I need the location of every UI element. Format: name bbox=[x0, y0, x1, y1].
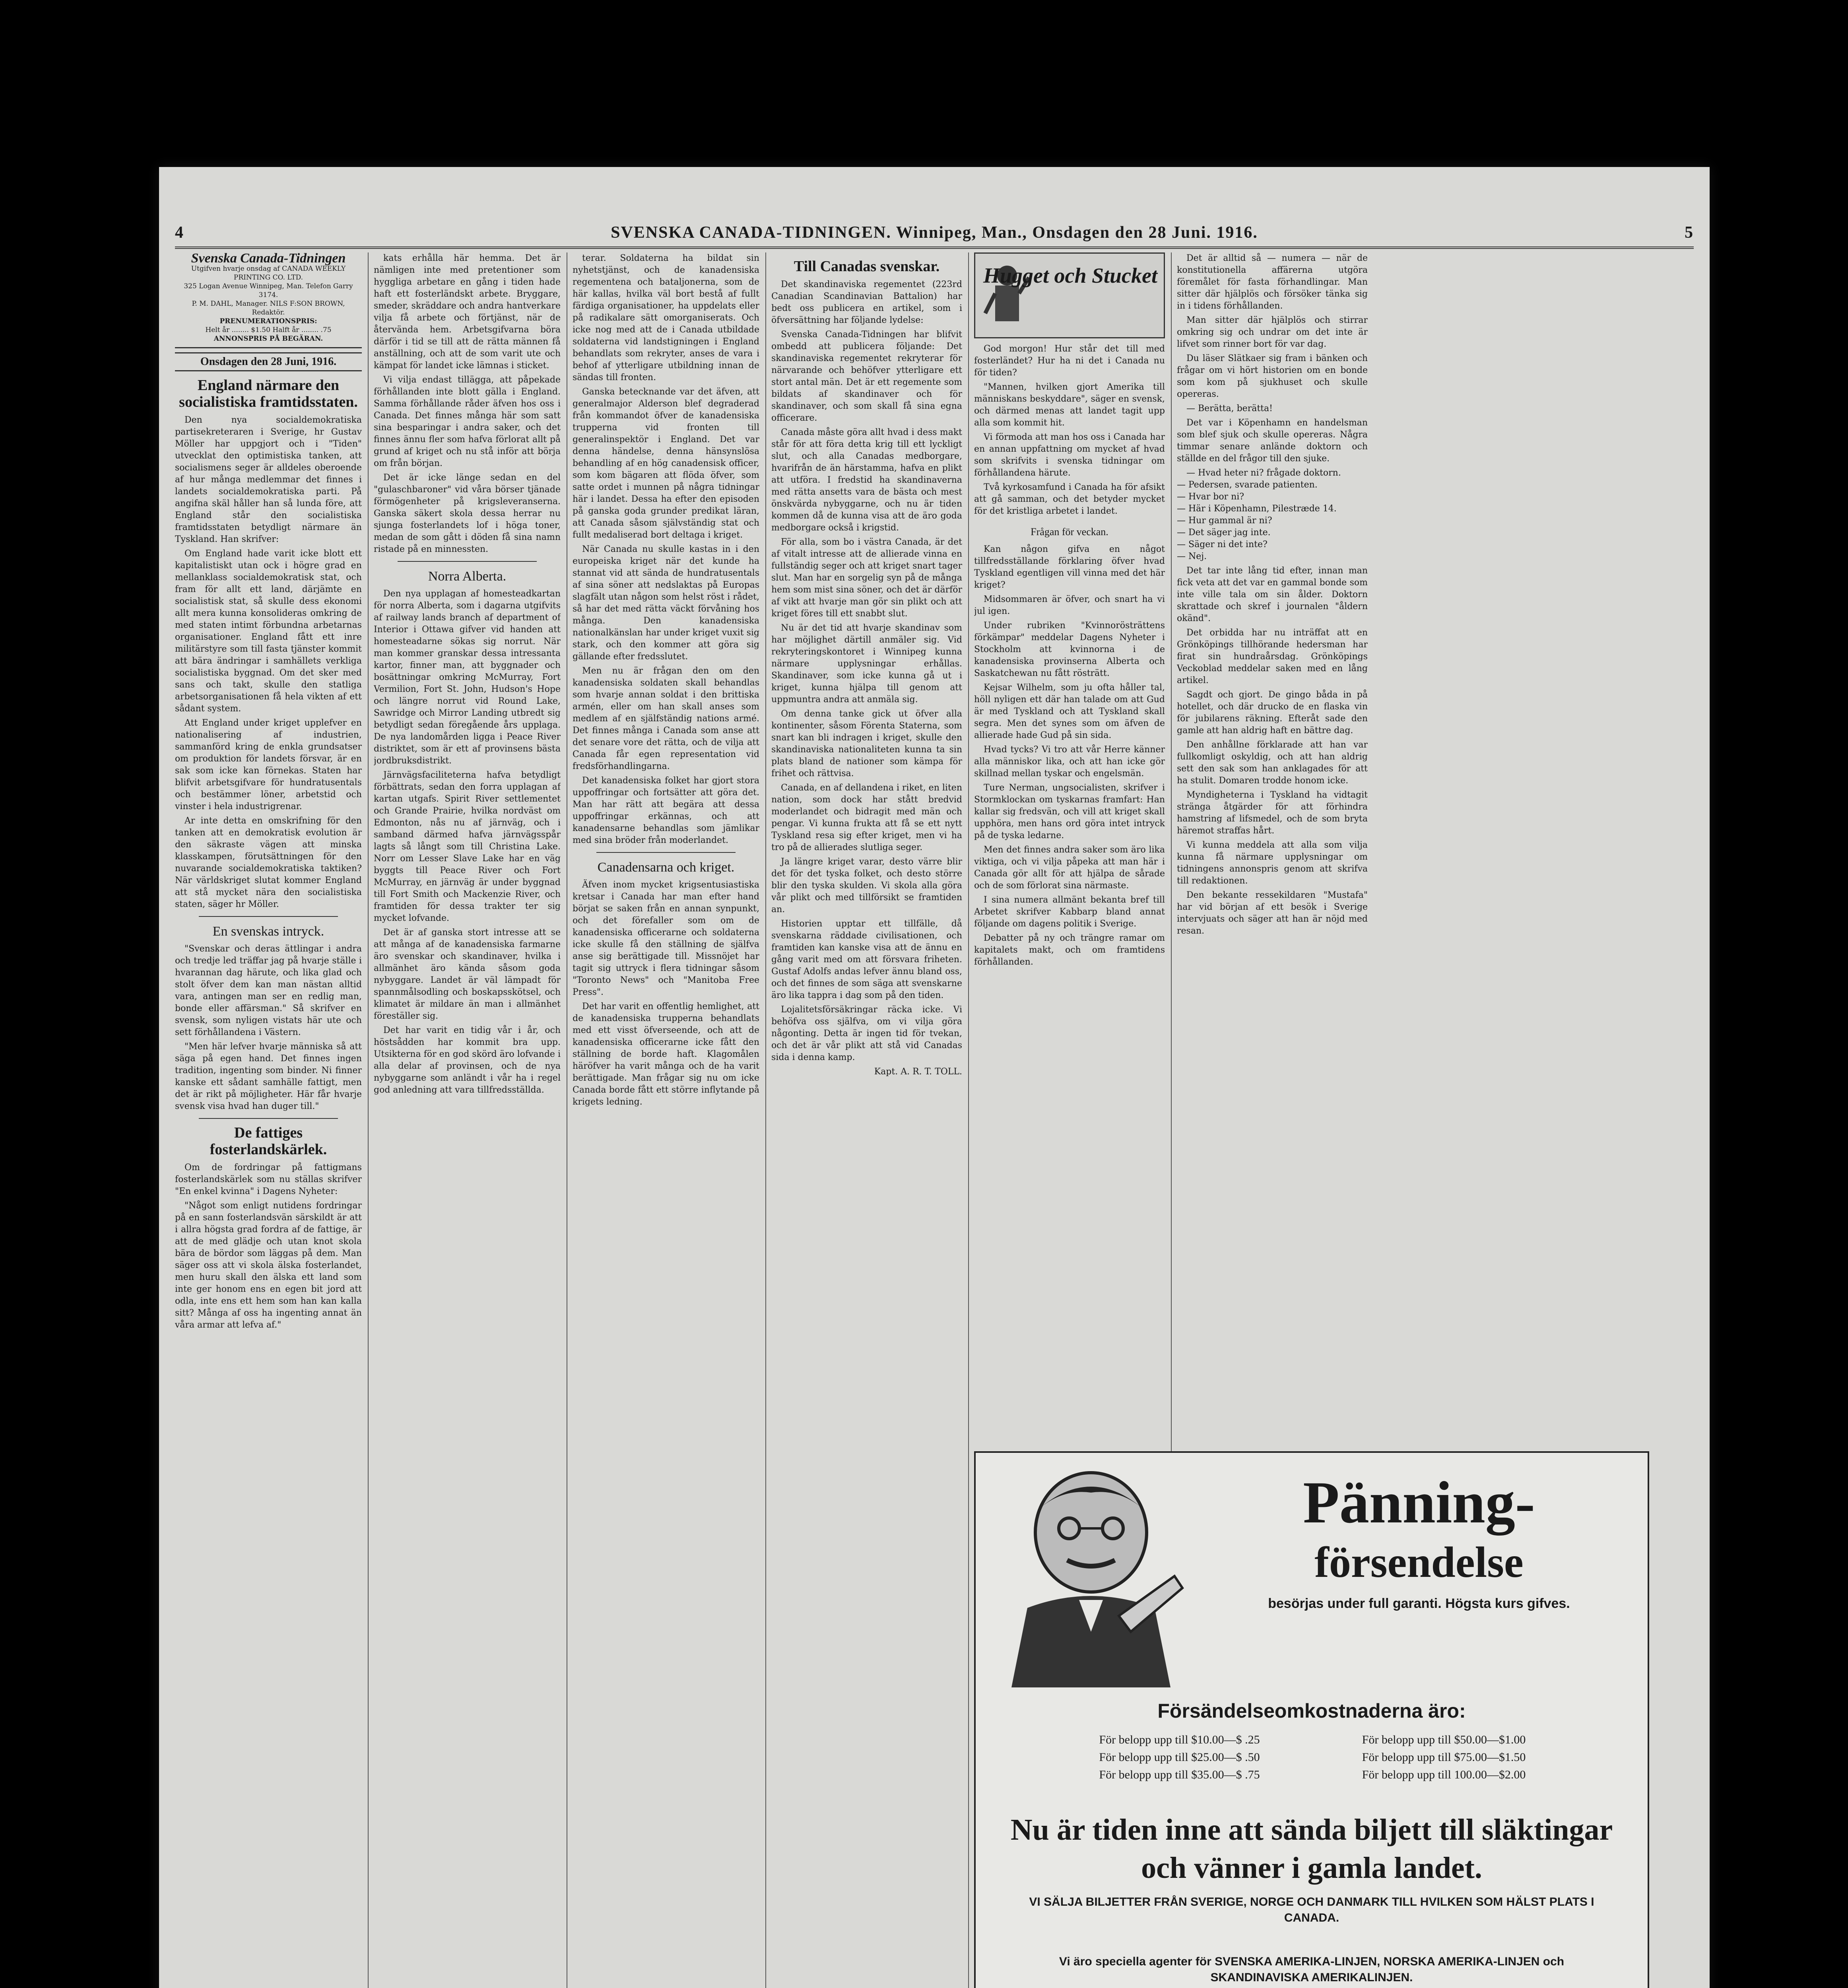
article-paragraph: Myndigheterna i Tyskland ha vidtagit stränga åtgärder för att förhindra hamstring af lifsmedel, och de som bryta häremot straffas hårt. bbox=[1177, 790, 1368, 836]
article-paragraph: I sina numera allmänt bekanta bref till Arbetet skrifver Kabbarp bland annat följande om dagens politik i Sverige. bbox=[974, 895, 1165, 929]
article-paragraph: Den anhållne förklarade att han var fullkomligt oskyldig, och att han aldrig sett den sak som han anklagades för att ha stulit. Domaren trodde honom icke. bbox=[1177, 740, 1368, 786]
column-2 bbox=[374, 252, 561, 1988]
article-paragraph: Två kyrkosamfund i Canada ha för afsikt att gå samman, och det betyder mycket för det kristliga arbetet i landet. bbox=[974, 482, 1165, 516]
ad-rate: För belopp upp till $25.00—$ .50 bbox=[1099, 1751, 1260, 1764]
article-paragraph: Nu är det tid att hvarje skandinav som har möjlighet därtill anmäler sig. Vid rekryteringskontoret i Winnipeg kunna närmare upplysningar erhållas. Skandinaver, som icke kunna gå ut i kriget, kunna hjälpa till genom att uppmuntra andra att anmäla sig. bbox=[771, 623, 962, 705]
article-paragraph: Ganska betecknande var det äfven, att generalmajor Alderson blef degraderad från kommandot öfver de kanadensiska trupperna vid fronten till generalinspektör i England. Det var denna händelse, denna hänsynslösa behandling af en hög canadensisk officer, som kom bägaren att flöda öfver, som satte ordet i munnen på några tidningar här i landet. Dessa ha efter den episoden på ganska goda grunder predikat läran, att Canada såsom självständig stat och fullt medaliserad bort deltaga i kriget. bbox=[573, 387, 759, 540]
ad-rate: För belopp upp till $35.00—$ .75 bbox=[1099, 1768, 1260, 1781]
article-paragraph: Det har varit en tidig vår i år, och höstsådden har kommit bra upp. Utsikterna för en god skörd äro lofvande i alla delar af provinsen, och de nya nybyggarne som anländt i vår ha i regel god anledning att vara tillfredsställda. bbox=[374, 1025, 561, 1095]
column-4 bbox=[771, 252, 962, 1988]
article-headline: Frågan för veckan. bbox=[1031, 526, 1108, 538]
masthead-editors: P. M. DAHL, Manager. NILS F:SON BROWN, Redaktör. bbox=[192, 300, 345, 316]
column-3 bbox=[573, 252, 759, 1988]
article-paragraph: Man sitter där hjälplös och stirrar omkring sig och undrar om det inte är lifvet som rinner bort för var dag. bbox=[1177, 315, 1368, 349]
article-headline: Till Canadas svenskar. bbox=[794, 258, 940, 275]
article-paragraph: Ture Nerman, ungsocialisten, skrifver i Stormklockan om tyskarnas framfart: Han kallar sig fredsvän, och vill att kriget skall upphöra, men hans ord göra intet intryck på de tyska ledarne. bbox=[974, 783, 1165, 841]
article-paragraph: Men nu är frågan den om den kanadensiska soldaten skall behandlas som hvarje annan soldat i den brittiska armén, eller om han skall anses som medlem af en själfständig nations armé. Det finnes många i Canada som anse att det senare vore det rätta, och de vilja att Canada får egen representation vid fredsförhandlingarna. bbox=[573, 666, 759, 771]
masthead-publisher: Utgifven hvarje onsdag af CANADA WEEKLY PRINTING CO. LTD. bbox=[191, 265, 346, 282]
newspaper-page bbox=[159, 167, 1710, 1988]
running-header bbox=[175, 219, 1694, 249]
article-headline: Canadensarna och kriget. bbox=[597, 860, 735, 875]
article-paragraph: Det tar inte lång tid efter, innan man fick veta att det var en gammal bonde som inte ville tala om sin ålder. Doktorn skrattade och skref i journalen "åldern okänd". bbox=[1177, 566, 1368, 623]
article-paragraph: Du läser Slätkaer sig fram i bänken och frågar om vi hört historien om en bonde som kom på sjukhuset och skulle opereras. bbox=[1177, 353, 1368, 399]
divider bbox=[199, 1118, 338, 1119]
column-logo-title: Hugget och Stucket bbox=[983, 264, 1157, 287]
article-paragraph: Under rubriken "Kvinnorösträttens förkämpar" meddelar Dagens Nyheter i Stockholm att kvinnorna i de kanadensiska provinserna Alberta och Saskatchewan nu fått rösträtt. bbox=[974, 621, 1165, 678]
article-paragraph: Att England under kriget upplefver en nationalisering af industrien, sammanförd kring de enkla grundsatser om produktion för landets försvar, är en sak som icke kan förnekas. Staten har blifvit arbetsgifvare för hundratusentals och bestämmer löner, arbetstid och vinster i hela industrigrenar. bbox=[175, 718, 362, 812]
man-portrait-icon bbox=[988, 1465, 1194, 1687]
article-paragraph: Järnvägsfaciliteterna hafva betydligt förbättrats, sedan den forra upplagan af kartan utgafs. Spirit River settlementet och Grande Prairie, hvilka nordväst om Edmonton, nås nu af järnväg, och i samband därmed hafva järnvägsspår lagts så långt som till Christina Lake. Norr om Lesser Slave Lake har en väg byggts till Peace River och Fort McMurray, en järnväg är under byggnad till Fort Smith och Mackenzie River, och framtiden för dessa trakter ter sig mycket lofvande. bbox=[374, 770, 561, 923]
column-rule bbox=[1171, 252, 1172, 1453]
ad-tickets-text: VI SÄLJA BILJETTER FRÅN SVERIGE, NORGE OCH DANMARK TILL HVILKEN SOM HÄLST PLATS I CANADA. bbox=[1029, 1895, 1594, 1924]
article-paragraph: terar. Soldaterna ha bildat sin nyhetstjänst, och de kanadensiska regementena och bataljonerna, som de här kallas, hvilka väl bort bestå af fullt färdiga organisationer, ha uppdelats eller på radikalare sätt omorganiserats. Och icke nog med att de i Canada utbildade soldaterna vid landstigningen i England behandlats som rekryter, anses de vara i behof af ytterligare utbildning innan de sändas till fronten. bbox=[573, 253, 759, 382]
ad-rate: För belopp upp till $50.00—$1.00 bbox=[1362, 1733, 1526, 1746]
masthead-address: 325 Logan Avenue Winnipeg, Man. Telefon Garry 3174. bbox=[184, 282, 353, 299]
article-paragraph: Men det finnes andra saker som äro lika viktiga, och vi vilja påpeka att man här i Canada gör allt för att hjälpa de sårade och de som förlorat sina närmaste. bbox=[974, 845, 1165, 891]
article-paragraph: Canada måste göra allt hvad i dess makt står för att föra detta krig till ett lyckligt slut, och alla Canadas medborgare, hvarifrån de än härstamma, hafva en plikt att utföra. I fredstid ha skandinaverna med rätta ansetts vara de bästa och mest önskvärda nybyggarne, och nu är tiden kommen då de kunna visa att de äro goda medborgare också i krigstid. bbox=[771, 427, 962, 533]
ads-heading: ANNONSPRIS PÅ BEGÄRAN. bbox=[214, 335, 323, 343]
article-paragraph: Den nya socialdemokratiska partisekreteraren i Sverige, hr Gustav Möller har uppgjort och i "Tiden" utvecklat den optimistiska tanken, att socialismens seger är alldeles oberoende af hur många medlemmar det finnes i landets socialdemokratiska parti. På angifna skäl håller han så lunda före, att England står den socialistiska framtidsstaten betydligt närmare än Tyskland. Han skrifver: bbox=[175, 415, 362, 544]
article-paragraph: Den bekante ressekildaren "Mustafa" har vid början af ett besök i Sverige intervjuats och säger att han är nöjd med resan. bbox=[1177, 890, 1368, 936]
article-paragraph: Det orbidda har nu inträffat att en Grönköpings tillhörande hedersman har firat sin hundraårsdag. Grönköpings Veckoblad meddelar saken med en lång artikel. bbox=[1177, 628, 1368, 685]
article-paragraph: Ar inte detta en omskrifning för den tanken att en demokratisk evolution är den säkraste vägen att minska klasskampen, förutsättningen för den nuvarande socialdemokratiska taktiken? När världskriget slutat kommer England att stå mycket nära den socialistiska staten, säger hr Möller. bbox=[175, 816, 362, 909]
column-5 bbox=[974, 252, 1165, 1453]
masthead bbox=[175, 252, 362, 348]
ad-rate: För belopp upp till $10.00—$ .25 bbox=[1099, 1733, 1260, 1746]
article-paragraph: Om de fordringar på fattigmans fosterlandskärlek som nu ställas skrifver "En enkel kvinna" i Dagens Nyheter: bbox=[175, 1163, 362, 1196]
article-paragraph: God morgon! Hur står det till med fosterländet? Hur ha ni det i Canada nu för tiden? bbox=[974, 344, 1165, 378]
page-number-right: 5 bbox=[1685, 223, 1694, 242]
ad-cost-heading: Försändelseomkostnaderna äro: bbox=[1157, 1700, 1466, 1722]
column-rule bbox=[368, 252, 369, 1988]
column-6 bbox=[1177, 252, 1368, 1453]
article-paragraph: — Hvad heter ni? frågade doktorn. — Pedersen, svarade patienten. — Hvar bor ni? — Här i Köpenhamn, Pilestræde 14. — Hur gammal är ni? — Det säger jag inte. — Säger ni det inte? — Nej. bbox=[1177, 468, 1341, 561]
article-paragraph: Lojalitetsförsäkringar räcka icke. Vi behöfva oss själfva, om vi vilja göra någonting. Detta är ingen tid för tvekan, och det är vår plikt att stå vid Canadas sida i denna kamp. bbox=[771, 1005, 962, 1062]
running-title: SVENSKA CANADA-TIDNINGEN. Winnipeg, Man., Onsdagen den 28 Juni. 1916. bbox=[611, 223, 1258, 242]
article-paragraph: "Mannen, hvilken gjort Amerika till människans beskyddare", säger en svensk, och därmed menas att landet tagit upp alla som kommit hit. bbox=[974, 382, 1165, 428]
article-paragraph: Vi vilja endast tillägga, att påpekade förhållanden inte blott gälla i England. Samma förhållande råder äfven hos oss i Canada. Det finnes många här som satt sina besparingar i andra saker, och det finnes ännu fler som hafva förlorat allt på grund af kriget och nu stå inför att börja om från början. bbox=[374, 375, 561, 468]
article-paragraph: Vi kunna meddela att alla som vilja kunna få närmare upplysningar om tidningens annonspris genom att skrifva till redaktionen. bbox=[1177, 840, 1368, 886]
ad-rate: För belopp upp till $75.00—$1.50 bbox=[1362, 1751, 1526, 1764]
hugget-och-stucket-logo bbox=[974, 252, 1165, 338]
article-paragraph: Äfven inom mycket krigsentusiastiska kretsar i Canada har man efter hand börjat se saken från en annan synpunkt, och det förefaller som om de kanadensiska officerarne och soldaterna icke skulle få den ställning de själfva anse sig berättigade till. Missnöjet har tagit sig uttryck i flera tidningar såsom "Toronto News" och "Manitoba Free Press". bbox=[573, 880, 759, 997]
article-paragraph: Den nya upplagan af homesteadkartan för norra Alberta, som i dagarna utgifvits af railway lands branch af department of Interior i Ottawa gifver vid handen att homesteadarne sökas sig norrut. När man kommer granskar dessa intressanta kartor, finner man, att byggnader och bosättningar omkring McMurray, Fort Vermilion, Fort St. John, Hudson's Hope och längre norrut vid Round Lake, Sawridge och Mirror Landing utbredt sig betydligt sedan föregående års upplaga. De nya landomården ligga i Peace River distriktet, som är ett af provinsens bästa jordbruksdistrikt. bbox=[374, 589, 561, 766]
article-signature: Kapt. A. R. T. TOLL. bbox=[874, 1067, 962, 1077]
article-paragraph: Canada, en af dellandena i riket, en liten nation, som dock har stått bredvid moderlandet och bidragit med män och pengar. Vi kunna frukta att få se ett nytt Tyskland resa sig efter kriget, men vi ha tro på de allierades slutliga seger. bbox=[771, 783, 962, 852]
article-paragraph: När Canada nu skulle kastas in i den europeiska kriget när det kunde ha stannat vid att sända de hundratusentals af sina söner att nedslaktas på Europas slagfält utan någon som helst röst i rådet, så har det med rätta väckt förvåning hos många. Den kanadensiska nationalkänslan har under kriget vuxit sig stark, och den kommer att göra sig gällande efter fredsslutet. bbox=[573, 544, 759, 662]
article-paragraph: Det kanadensiska folket har gjort stora uppoffringar och fortsätter att göra det. Man har rätt att begära att dessa uppoffringar erkännas, och att kanadensarne behandlas som jämlikar med sina bröder från moderlandet. bbox=[573, 776, 759, 845]
article-paragraph: Om denna tanke gick ut öfver alla kontinenter, såsom Förenta Staterna, som snart kan bli indragen i kriget, skulle den skandinaviska nationaliteten kunna ta sin plats bland de nationer som kämpa för frihet och rättvisa. bbox=[771, 709, 962, 779]
article-paragraph: Sagdt och gjort. De gingo båda in på hotellet, och där drucko de en flaska vin för jubilarens räkning. Efteråt sade den gamle att han aldrig haft en bättre dag. bbox=[1177, 690, 1368, 736]
column-rule bbox=[765, 252, 766, 1988]
article-paragraph: Kan någon gifva en något tillfredsställande förklaring öfver hvad Tyskland egentligen vill vinna med det här kriget? bbox=[974, 544, 1165, 590]
article-paragraph: Om England hade varit icke blott ett kapitalistiskt utan ock i högre grad en mellanklass socialdemokratisk stat, och fram för allt ett land, därjämte en socialistisk stat, så skulle dess ekonomi allt mera kunna konsolideras omkring de med staten intimt förbundna arbetarnas organisationer. England fått ett inre militärstyre som till fasta tjänster kommit att bära ändringar i samhällets verkliga socialistiska byggnad. Om det sker med sans och takt, skulle den statliga arbetsorganisationen få hela vikten af ett sådant system. bbox=[175, 549, 362, 714]
ad-rate-table bbox=[1047, 1731, 1576, 1784]
divider bbox=[596, 852, 736, 853]
masthead-title: Svenska Canada-Tidningen bbox=[191, 252, 346, 266]
divider bbox=[199, 916, 338, 917]
article-paragraph: Det är af ganska stort intresse att se att många af de kanadensiska farmarne äro svenskar och skandinaver, hvilka i allmänhet äro kända såsom goda nybyggare. Landet är väl lämpadt för spannmålsodling och boskapsskötsel, och klimatet är mildare än man i allmänhet föreställer sig. bbox=[374, 928, 561, 1021]
article-paragraph: — Berätta, berätta! bbox=[1186, 404, 1273, 414]
article-headline: Norra Alberta. bbox=[428, 569, 507, 584]
article-paragraph: "Men här lefver hvarje människa så att säga på egen hand. Det finnes ingen tradition, ingenting som binder. Ni finner kanske ett sådant samhälle fattigt, men det är rikt på möjligheter. Här får hvarje svensk visa hvad han duger till." bbox=[175, 1042, 362, 1111]
column-1 bbox=[175, 252, 362, 1988]
article-paragraph: "Svenskar och deras ättlingar i andra och tredje led träffar jag på hvarje ställe i hvarannan dag härute, och lika glad och stolt öfver dem kan man nästan alltid vara, antingen man ser en redlig man, bonde eller affärsman." Så skrifver en svensk, som nyligen vistats här ute och sett förhållandena i Västern. bbox=[175, 944, 362, 1037]
ad-agent-text: Vi äro speciella agenter för SVENSKA AMERIKA-LINJEN, NORSKA AMERIKA-LINJEN och SKANDINAVISKA AMERIKALINJEN. bbox=[1059, 1955, 1565, 1984]
article-paragraph: Ja längre kriget varar, desto värre blir det för det tyska folket, och desto större blir den tyska skulden. Vi skola alla göra vår plikt och med tillförsikt se framtiden an. bbox=[771, 857, 962, 914]
article-paragraph: Det är alltid så — numera — när de konstitutionella affärerna utgöra föremålet för fasta förhandlingar. Man sitter där hjälplös och försöker tänka sig in i tidens förhållanden. bbox=[1177, 253, 1368, 311]
article-headline: De fattiges fosterlandskärlek. bbox=[210, 1124, 327, 1158]
article-headline: England närmare den socialistiska framtidsstaten. bbox=[179, 377, 358, 410]
article-paragraph: Midsommaren är öfver, och snart ha vi jul igen. bbox=[974, 594, 1165, 616]
article-paragraph: Det skandinaviska regementet (223rd Canadian Scandinavian Battalion) har bedt oss publicera en artikel, som i öfversättning har följande lydelse: bbox=[771, 280, 962, 325]
article-headline: En svenskas intryck. bbox=[212, 924, 324, 939]
ad-title-line1: Pänning- bbox=[1303, 1470, 1535, 1536]
article-paragraph: Hvad tycks? Vi tro att vår Herre känner alla människor lika, och att han icke gör skillnad mellan tyskar och engelsmän. bbox=[974, 745, 1165, 779]
article-paragraph: Svenska Canada-Tidningen har blifvit ombedd att publicera följande: Det skandinaviska regementet rekryterar för närvarande och behöfver ytterligare ett stort antal män. Det är ett regemente som bildats af skandinaver och för skandinaver, och som skall få sina egna officerare. bbox=[771, 330, 962, 423]
prices: Helt år ........ $1.50 Halft år ........ .75 bbox=[205, 326, 332, 334]
ad-rate: För belopp upp till 100.00—$2.00 bbox=[1362, 1768, 1526, 1781]
prices-heading: PRENUMERATIONSPRIS: bbox=[219, 317, 317, 325]
money-transfer-advertisement bbox=[974, 1451, 1649, 1988]
article-paragraph: Historien upptar ett tillfälle, då svenskarna räddade civilisationen, och framtiden kan kanske visa att de ännu en gång varit med om att försvara friheten. Gustaf Adolfs andas lefver ännu bland oss, och det finnes de som säga att svenskarne äro lika tappra i dag som på den tiden. bbox=[771, 919, 962, 1000]
ad-guarantee: besörjas under full garanti. Högsta kurs gifves. bbox=[1268, 1596, 1570, 1611]
article-paragraph: Det är icke länge sedan en del "gulaschbaroner" vid våra börser tjänade förmögenheter på krigsleveranserna. Ganska säkert skola dessa herrar nu sjunga fosterlandets lof i höga toner, medan de som gått i döden få sina namn ristade på en minnessten. bbox=[374, 473, 561, 554]
divider bbox=[398, 561, 537, 562]
ad-tickets-headline: Nu är tiden inne att sända biljett till släktingar och vänner i gamla landet. bbox=[1010, 1813, 1613, 1885]
article-paragraph: Vi förmoda att man hos oss i Canada har en annan uppfattning om mycket af hvad som skrifvits i svenska tidningar om förhållandena härute. bbox=[974, 432, 1165, 478]
article-paragraph: Debatter på ny och trängre ramar om kapitalets makt, och om framtidens förhållanden. bbox=[974, 933, 1165, 967]
article-paragraph: Det har varit en offentlig hemlighet, att de kanadensiska trupperna behandlats med ett visst öfverseende, och att de kanadensiska officerarne icke fått den ställning de borde haft. Klagomålen häröfver ha varit många och de ha varit berättigade. Man frågar sig nu om icke Canada borde fått ett större inflytande på krigets ledning. bbox=[573, 1002, 759, 1107]
article-paragraph: För alla, som bo i västra Canada, är det af vitalt intresse att de allierade vinna en fullständig seger och att kriget snart tager slut. Man har en sorgelig syn på de många hem som mist sina söner, och det är därför af vikt att hvarje man gör sin plikt och att kriget föres till ett snabbt slut. bbox=[771, 537, 962, 619]
article-paragraph: kats erhålla här hemma. Det är nämligen inte med pretentioner som hyggliga arbetare en gång i tiden hade haft ett fosterländskt arbete. Bryggare, smeder, skräddare och andra hantverkare vilja få arbete och förtjänst, när de återvända hem. Arbetsgifvarna böra därför i tid se till att de rätta männen få anställning, och att de som varit ute och kämpat för landet icke lämnas i sticket. bbox=[374, 253, 561, 371]
ad-title-line2: försendelse bbox=[1314, 1538, 1524, 1586]
article-paragraph: Det var i Köpenhamn en handelsman som blef sjuk och skulle opereras. Några timmar senare anlände doktorn och ställde en del frågor till den sjuke. bbox=[1177, 418, 1368, 464]
article-paragraph: "Något som enligt nutidens fordringar på en sann fosterlandsvän särskildt är att i allra högsta grad fordra af de fattige, är att de med glädje och utan knot skola bära de bördor som läggas på dem. Man säger oss att vi skola älska fosterlandet, men huru skall den älska ett land som inte ger honom ens en egen bit jord att odla, inte ens ett hem som han kan kalla sitt? Många af oss ha ingenting annat än våra armar att lefva af." bbox=[175, 1201, 362, 1330]
column-rule bbox=[968, 252, 969, 1988]
dateline: Onsdagen den 28 Juni, 1916. bbox=[175, 352, 362, 371]
article-paragraph: Kejsar Wilhelm, som ju ofta håller tal, höll nyligen ett där han talade om att Gud är med Tyskland och att Tyskland skall segra. Men det synes som om äfven de allierade hade Gud på sin sida. bbox=[974, 683, 1165, 740]
page-number-left: 4 bbox=[175, 223, 184, 242]
